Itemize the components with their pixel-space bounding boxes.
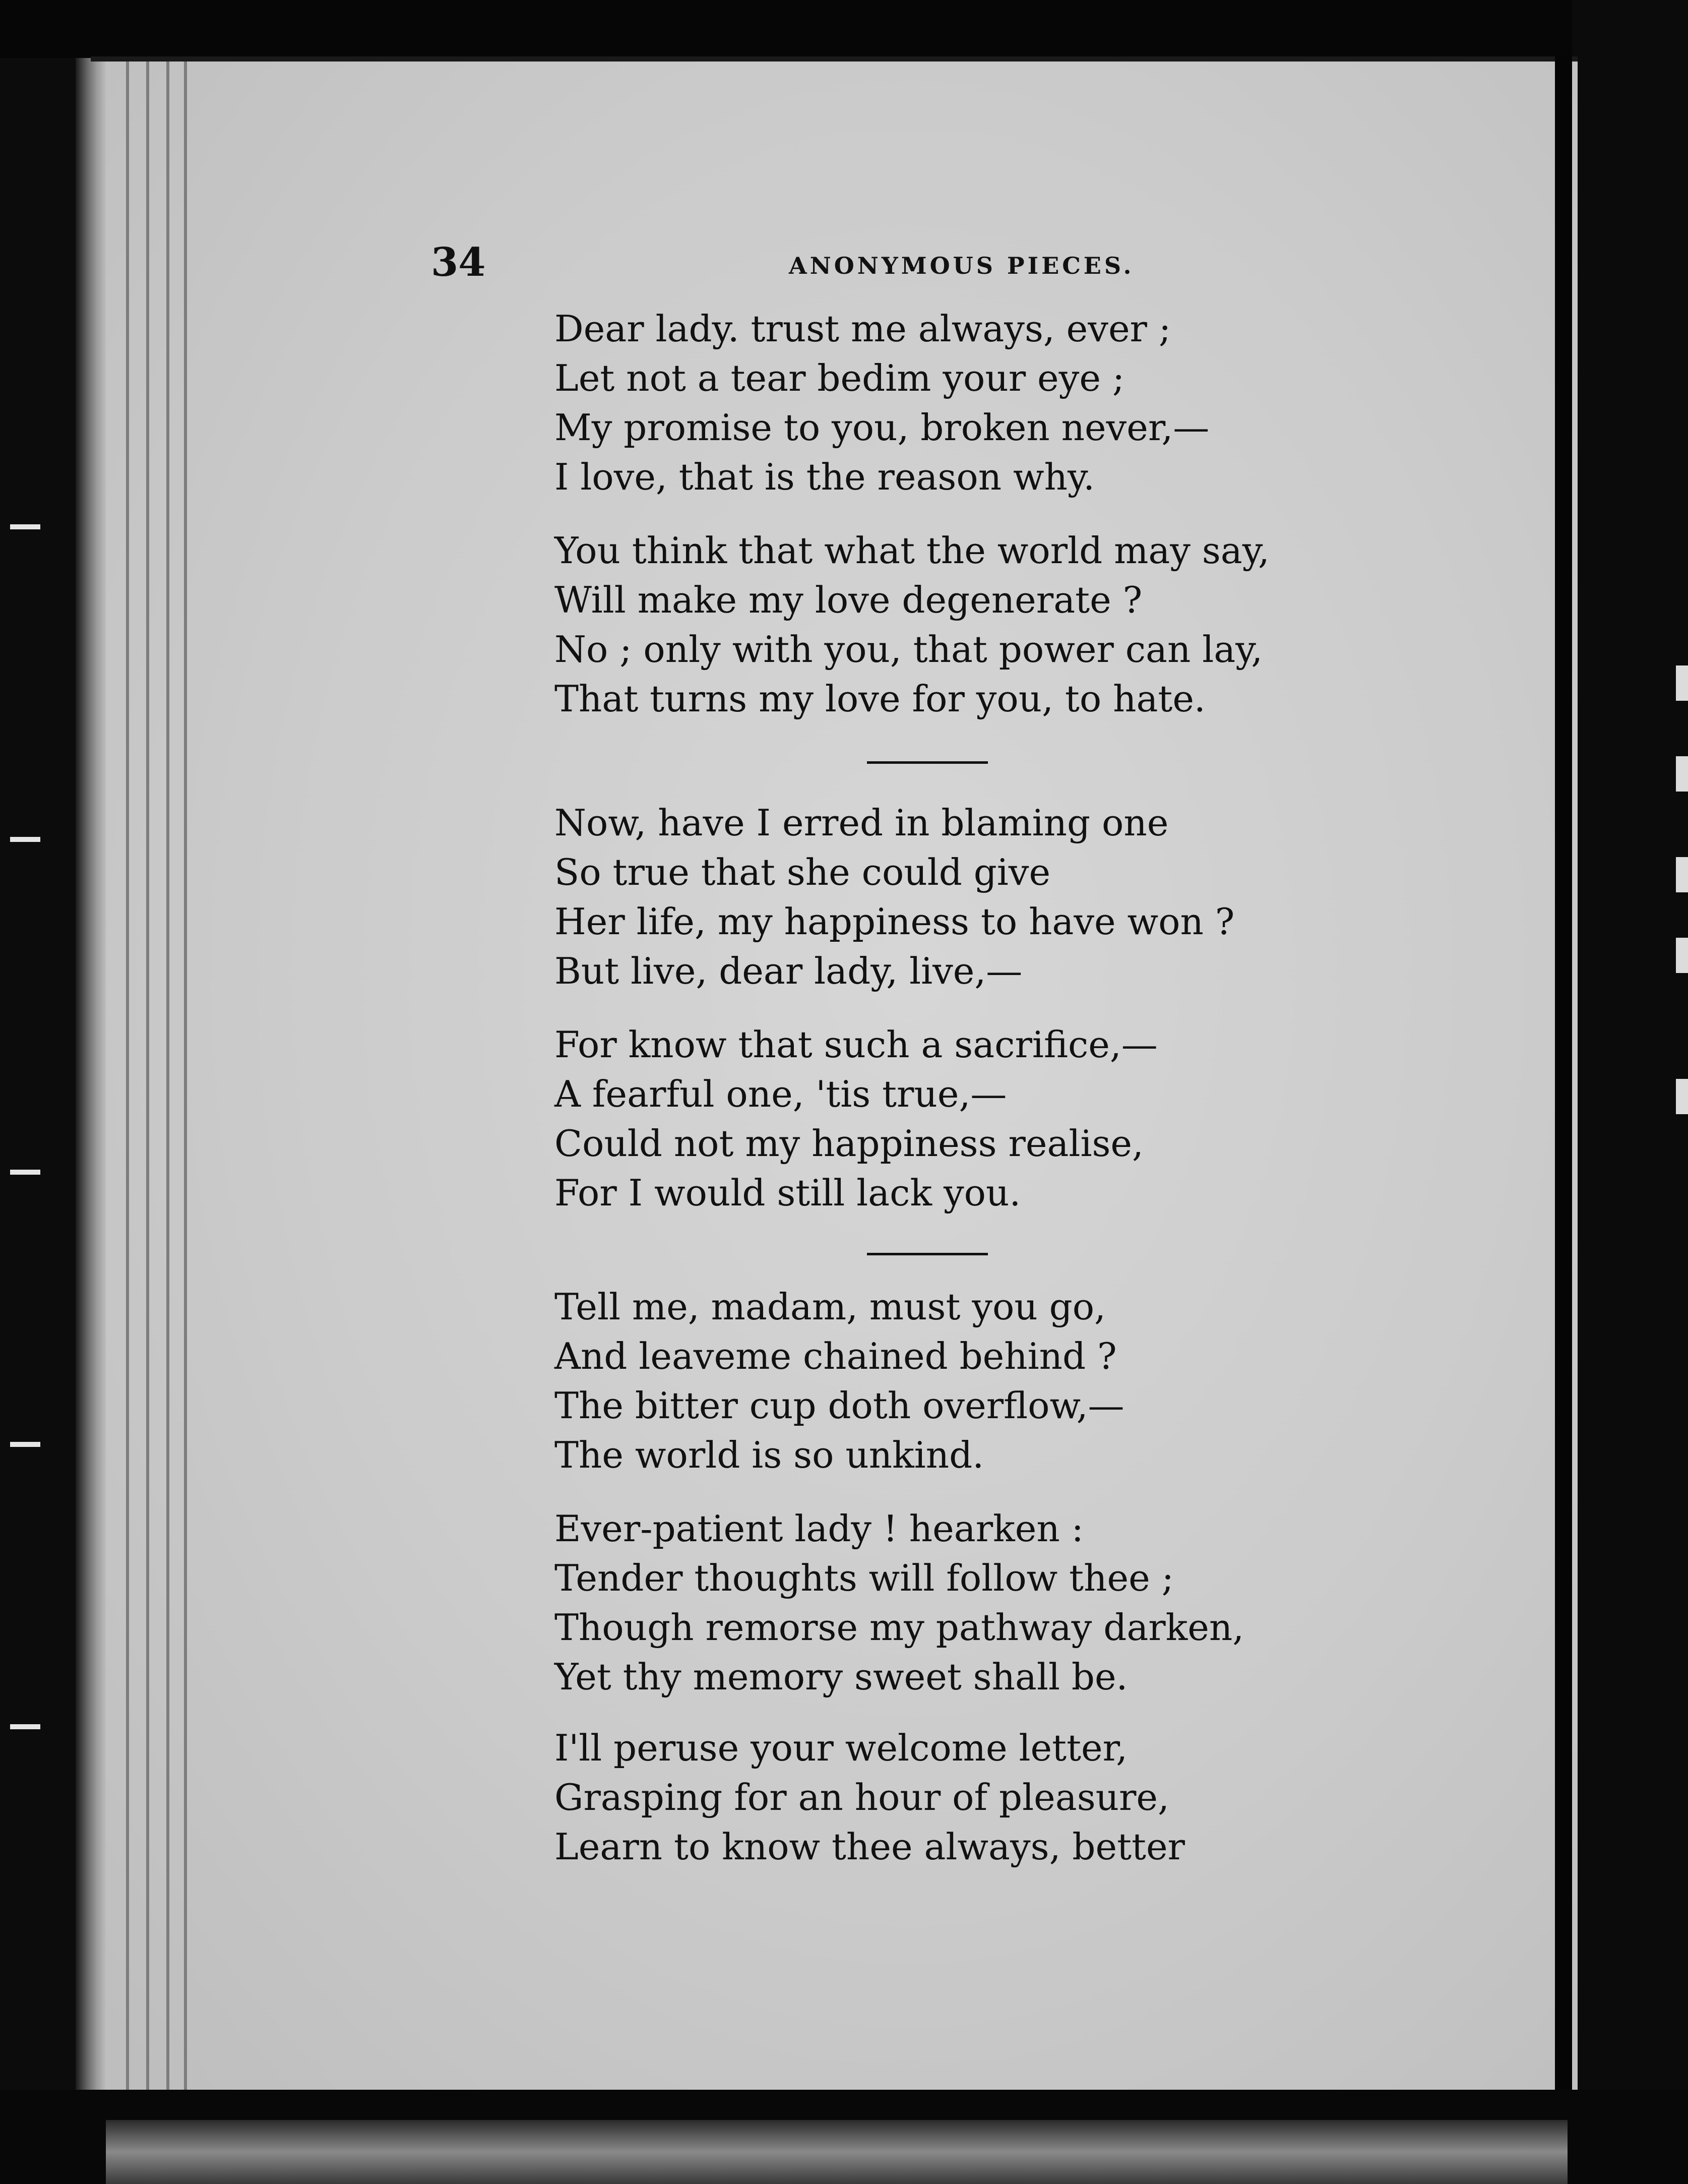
scan-artifact	[10, 1442, 40, 1447]
poem-line: So true that she could give	[554, 851, 1051, 893]
scan-artifact	[1676, 665, 1688, 701]
poem-line: Tell me, madam, must you go,	[554, 1286, 1106, 1328]
poem-line: The world is so unkind.	[554, 1434, 984, 1476]
scan-artifact	[10, 524, 40, 529]
poem-line: Though remorse my pathway darken,	[554, 1606, 1244, 1649]
gutter-line	[184, 58, 187, 2184]
poem-line: Tender thoughts will follow thee ;	[554, 1557, 1174, 1599]
poem-line: Learn to know thee always, better	[554, 1826, 1185, 1868]
scan-artifact	[10, 1170, 40, 1175]
page-gutter	[76, 58, 106, 2184]
poem-line: A fearful one, 'tis true,—	[554, 1073, 1007, 1115]
poem-line: I'll peruse your welcome letter,	[554, 1727, 1128, 1769]
poem-line: Her life, my happiness to have won ?	[554, 900, 1235, 943]
section-divider	[867, 1253, 988, 1255]
gutter-line	[166, 58, 169, 2184]
poem-line: Yet thy memory sweet shall be.	[554, 1656, 1128, 1698]
poem-line: Will make my love degenerate ?	[554, 579, 1143, 621]
poem-line: Let not a tear bedim your eye ;	[554, 357, 1125, 399]
gutter-line	[146, 58, 149, 2184]
poem-line: Dear lady. trust me always, ever ;	[554, 308, 1171, 350]
scan-artifact	[1676, 857, 1688, 892]
page-top-edge	[91, 56, 1578, 62]
page-right-edge	[1555, 55, 1572, 2097]
scan-right-margin	[1572, 0, 1688, 2184]
scan-top-border	[0, 0, 1688, 58]
scan-artifact	[1676, 756, 1688, 792]
scan-left-margin	[0, 0, 76, 2184]
poem-line: The bitter cup doth overflow,—	[554, 1384, 1124, 1427]
poem-line: Now, have I erred in blaming one	[554, 802, 1169, 844]
poem-line: And leaveme chained behind ?	[554, 1335, 1117, 1377]
section-divider	[867, 761, 988, 764]
poem-line: Could not my happiness realise,	[554, 1122, 1144, 1165]
poem-line: I love, that is the reason why.	[554, 456, 1095, 498]
poem-line: You think that what the world may say,	[554, 529, 1270, 572]
scan-artifact	[10, 1724, 40, 1729]
running-head: ANONYMOUS PIECES.	[789, 252, 1135, 279]
scan-artifact	[1676, 938, 1688, 973]
scan-artifact	[1676, 1079, 1688, 1114]
poem-line: Grasping for an hour of pleasure,	[554, 1776, 1169, 1818]
gutter-line	[126, 58, 129, 2184]
page-number: 34	[431, 239, 486, 285]
poem-line: No ; only with you, that power can lay,	[554, 628, 1263, 671]
poem-line: My promise to you, broken never,—	[554, 406, 1210, 449]
poem-line: But live, dear lady, live,—	[554, 950, 1023, 992]
poem-line: For know that such a sacrifice,—	[554, 1023, 1158, 1066]
scan-artifact	[10, 837, 40, 842]
page-bottom-edge	[106, 2120, 1568, 2184]
poem-line: For I would still lack you.	[554, 1172, 1021, 1214]
poem-line: That turns my love for you, to hate.	[554, 678, 1206, 720]
poem-line: Ever-patient lady ! hearken :	[554, 1507, 1084, 1550]
